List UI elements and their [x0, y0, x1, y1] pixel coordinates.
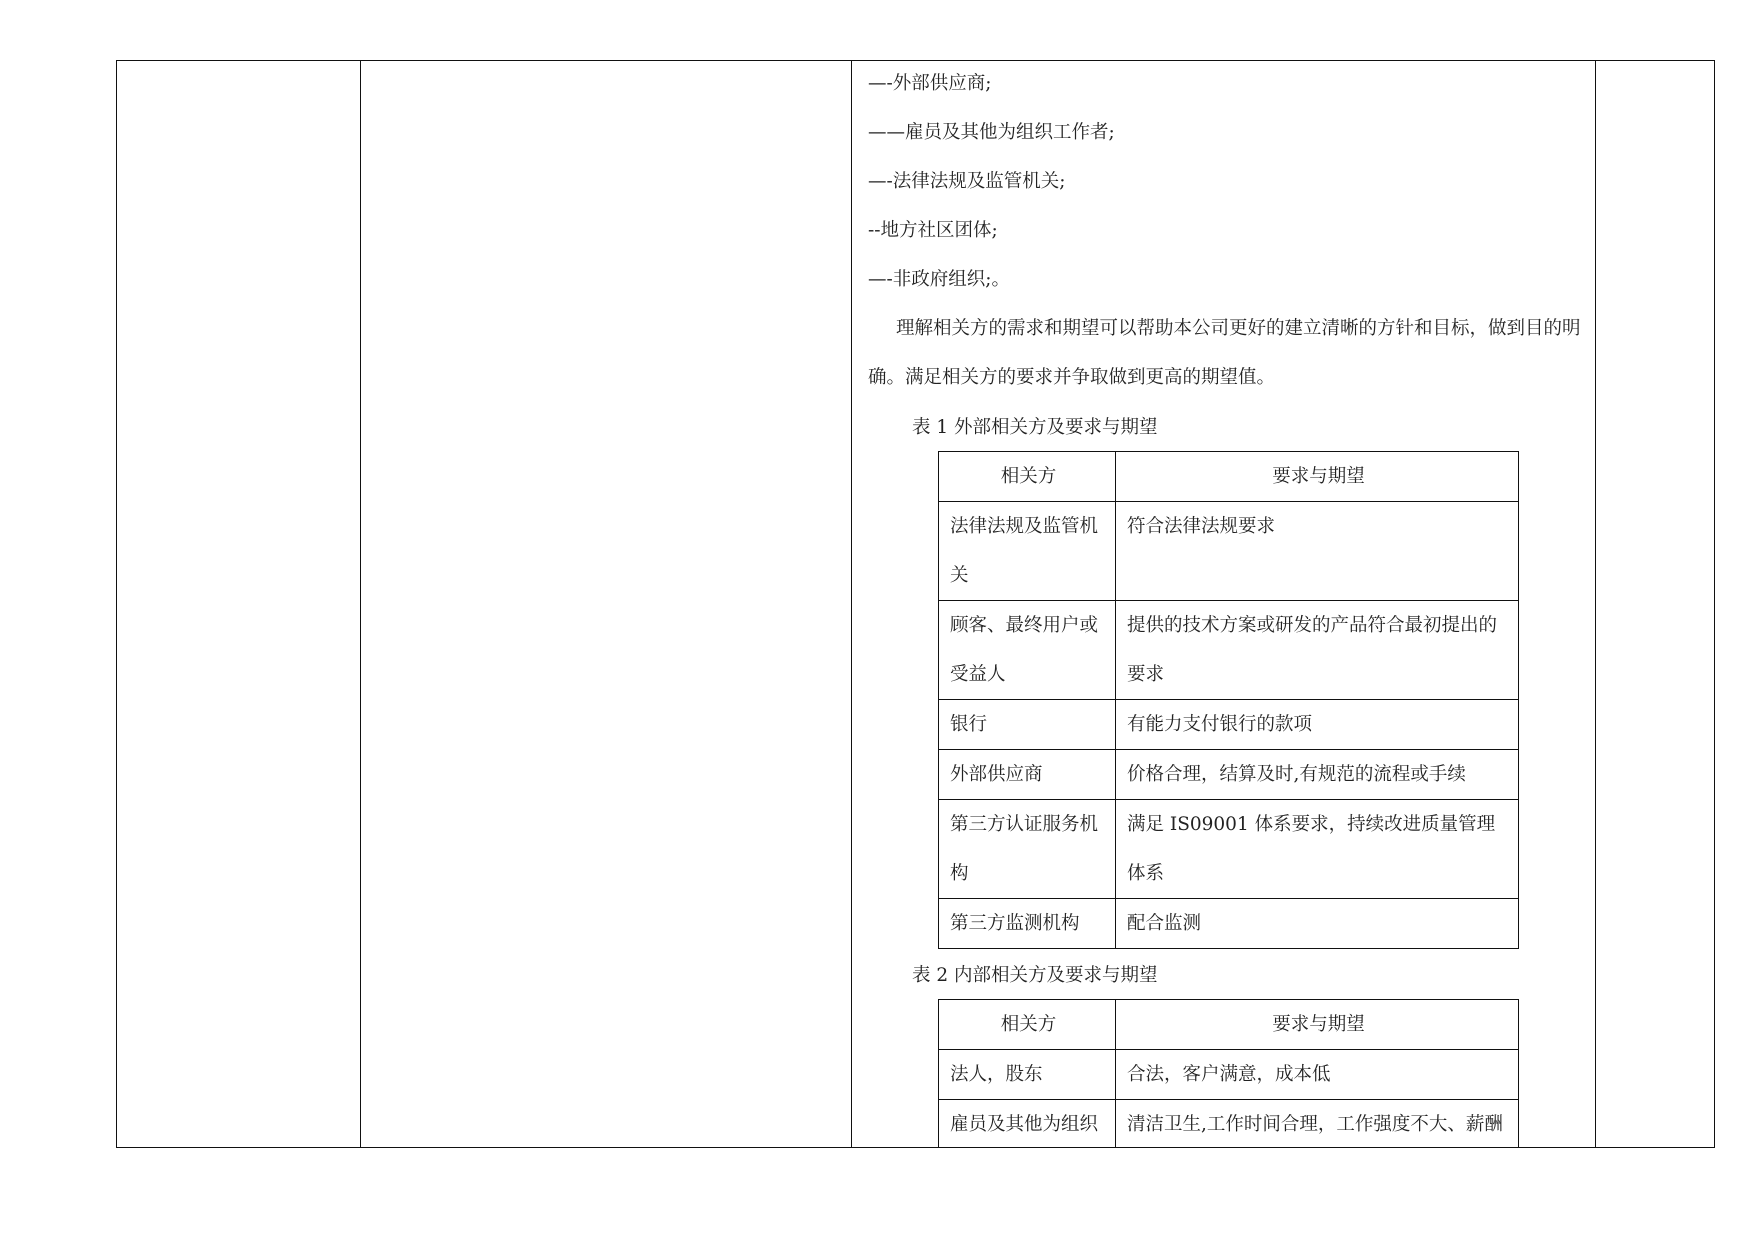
- table1-caption: 表 1 外部相关方及要求与期望: [912, 417, 1158, 438]
- table-header-row: [939, 1000, 1519, 1050]
- stakeholder-item: —-法律法规及监管机关;: [868, 171, 1066, 192]
- header-cell: 要求与期望: [1116, 1000, 1519, 1050]
- header-cell: 相关方: [939, 452, 1116, 502]
- table-row: [939, 601, 1519, 700]
- table-row: [939, 800, 1519, 899]
- table2: [938, 999, 1519, 1148]
- content-column: [868, 60, 1598, 1148]
- column-divider: [360, 61, 361, 1147]
- table1: [938, 451, 1519, 949]
- table-cell: 提供的技术方案或研发的产品符合最初提出的要求: [1116, 601, 1519, 700]
- table-header-row: [939, 452, 1519, 502]
- table2-caption: 表 2 内部相关方及要求与期望: [912, 965, 1158, 986]
- table-cell: 价格合理，结算及时,有规范的流程或手续: [1116, 750, 1519, 800]
- stakeholder-item: —-非政府组织;。: [868, 269, 1010, 290]
- table-cell: 银行: [939, 700, 1116, 750]
- table-row: [939, 1050, 1519, 1100]
- header-cell: 相关方: [939, 1000, 1116, 1050]
- table-cell: 法律法规及监管机关: [939, 502, 1116, 601]
- table-cell: 外部供应商: [939, 750, 1116, 800]
- table-cell: 清洁卫生,工作时间合理，工作强度不大、薪酬: [1116, 1100, 1519, 1149]
- table-row: [939, 899, 1519, 949]
- table-cell: 雇员及其他为组织: [939, 1100, 1116, 1149]
- table-row: [939, 1100, 1519, 1149]
- stakeholder-item: —-外部供应商;: [868, 73, 992, 94]
- column-divider: [851, 61, 852, 1147]
- table-cell: 配合监测: [1116, 899, 1519, 949]
- table-cell: 顾客、最终用户或受益人: [939, 601, 1116, 700]
- table-cell: 满足 IS09001 体系要求，持续改进质量管理体系: [1116, 800, 1519, 899]
- table-cell: 合法，客户满意，成本低: [1116, 1050, 1519, 1100]
- header-cell: 要求与期望: [1116, 452, 1519, 502]
- table-cell: 符合法律法规要求: [1116, 502, 1519, 601]
- table-cell: 法人，股东: [939, 1050, 1116, 1100]
- paragraph-line: 确。满足相关方的要求并争取做到更高的期望值。: [868, 367, 1276, 388]
- table-row: [939, 502, 1519, 601]
- table-cell: 第三方认证服务机构: [939, 800, 1116, 899]
- stakeholder-item: ——雇员及其他为组织工作者;: [868, 122, 1115, 143]
- table-cell: 有能力支付银行的款项: [1116, 700, 1519, 750]
- table-row: [939, 700, 1519, 750]
- table-row: [939, 750, 1519, 800]
- stakeholder-item: --地方社区团体;: [868, 220, 998, 241]
- table-cell: 第三方监测机构: [939, 899, 1116, 949]
- paragraph-line: 理解相关方的需求和期望可以帮助本公司更好的建立清晰的方针和目标，做到目的明: [896, 318, 1581, 339]
